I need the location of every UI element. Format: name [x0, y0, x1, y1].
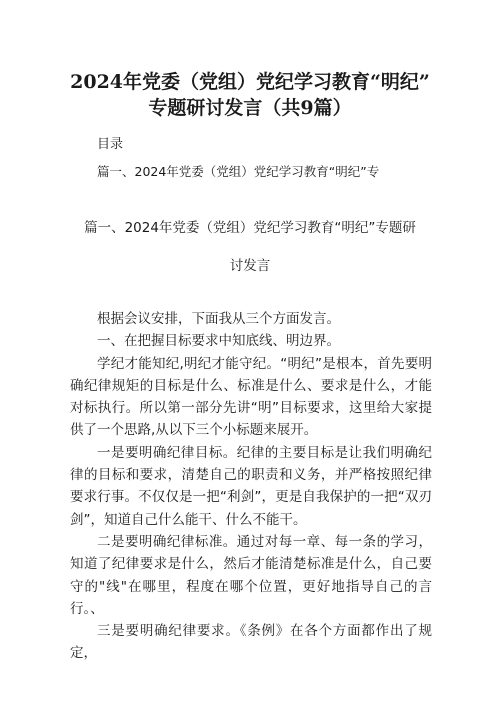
paragraph: 二是要明确纪律标准。通过对每一章、每一条的学习，知道了纪律要求是什么，然后才能清楚标准是什么，自己要守的"线"在哪里，程度在哪个位置，更好地指导自己的言行。、: [70, 533, 432, 617]
paragraph: 三是要明确纪律要求。《条例》在各个方面都作出了规定，: [70, 623, 432, 662]
paragraph: 一是要明确纪律目标。纪律的主要目标是让我们明确纪律的目标和要求，清楚自己的职责和义务，并严格按照纪律要求行事。不仅仅是一把“利剑”，更是自我保护的一把“双刃剑”，知道自己什么能干、什么不能干。: [70, 444, 432, 528]
document-title-line-1: 2024年党委（党组）党纪学习教育“明纪”: [70, 71, 430, 93]
document-title-line-2: 专题研讨发言（共9篇）: [148, 97, 352, 119]
section-title-line-1: 篇一、2024年党委（党组）党纪学习教育“明纪”专题研: [84, 220, 416, 236]
paragraph: 一、在把握目标要求中知底线、明边界。: [97, 333, 340, 350]
toc-heading: 目录: [97, 137, 124, 152]
paragraph: 学纪才能知纪,明纪才能守纪。“明纪”是根本，首先要明确纪律规矩的目标是什么、标准是什么、要求是什么，才能对标执行。所以第一部分先讲“明”目标要求，这里给大家提供了一个思路,从以下三个小标题来展开。: [70, 355, 432, 439]
body-text: [70, 308, 432, 665]
section-title-line-2: 讨发言: [229, 258, 271, 274]
paragraph: 根据会议安排，下面我从三个方面发言。: [97, 311, 340, 327]
toc-item-1[interactable]: 篇一、2024年党委（党组）党纪学习教育“明纪”专: [97, 164, 380, 179]
